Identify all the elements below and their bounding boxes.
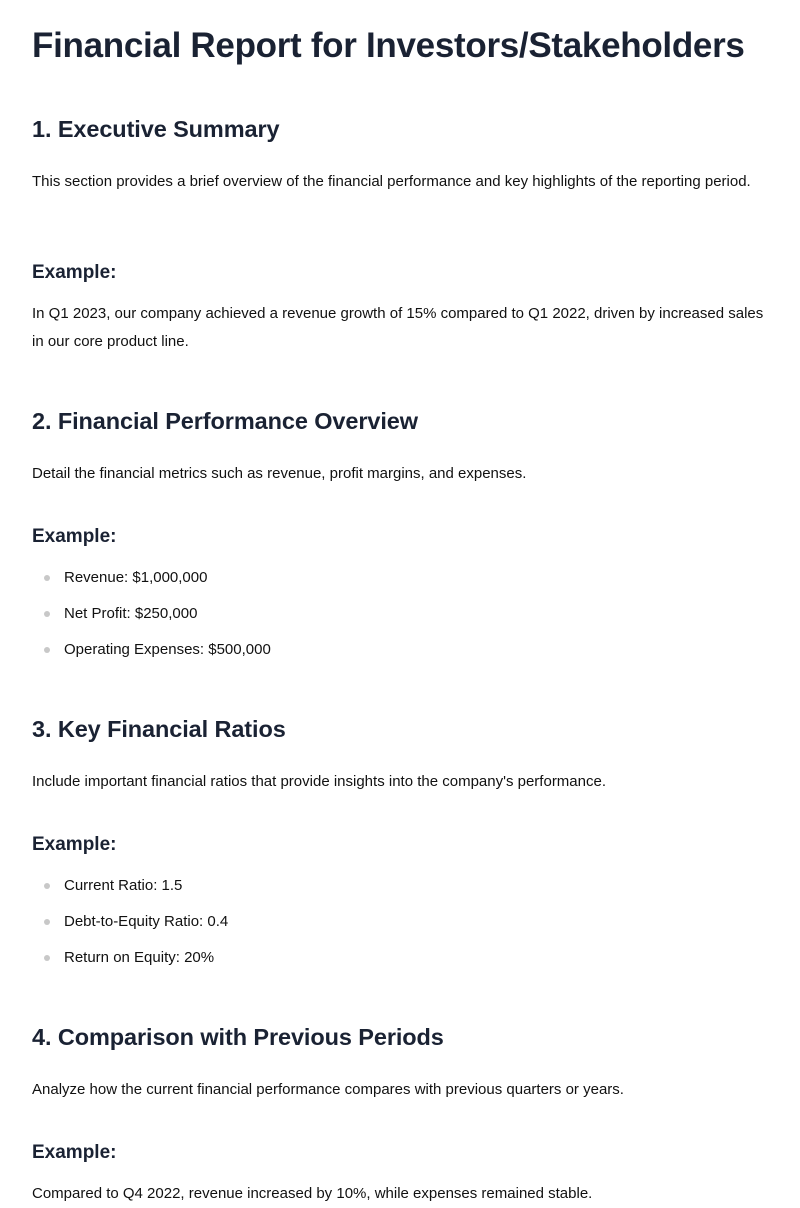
example-label: Example:: [32, 834, 117, 855]
example-text: Compared to Q4 2022, revenue increased by 10%, while expenses remained stable.: [32, 1185, 593, 1202]
example-label: Example:: [32, 526, 117, 547]
list-item: Revenue: $1,000,000: [32, 568, 768, 588]
section-description: Include important financial ratios that provide insights into the company's performance.: [32, 773, 606, 790]
list-item: Operating Expenses: $500,000: [32, 640, 768, 660]
section-description: Detail the financial metrics such as revenue, profit margins, and expenses.: [32, 465, 527, 482]
example-label: Example:: [32, 262, 117, 283]
list-item: Return on Equity: 20%: [32, 948, 768, 968]
example-list: [32, 876, 768, 984]
section-heading-key-ratios: 3. Key Financial Ratios: [32, 716, 286, 742]
section-description: This section provides a brief overview of the financial performance and key highlights of the reporting period.: [32, 173, 751, 190]
list-item: Current Ratio: 1.5: [32, 876, 768, 896]
section-heading-financial-performance: 2. Financial Performance Overview: [32, 408, 418, 434]
example-label: Example:: [32, 1142, 117, 1163]
page-title: Financial Report for Investors/Stakeholders: [32, 26, 745, 65]
section-heading-comparison: 4. Comparison with Previous Periods: [32, 1024, 444, 1050]
section-heading-executive-summary: 1. Executive Summary: [32, 116, 280, 142]
section-description: Analyze how the current financial performance compares with previous quarters or years.: [32, 1081, 624, 1098]
list-item: Net Profit: $250,000: [32, 604, 768, 624]
list-item: Debt-to-Equity Ratio: 0.4: [32, 912, 768, 932]
example-text: In Q1 2023, our company achieved a revenue growth of 15% compared to Q1 2022, driven by increased sales in our core product line.: [32, 305, 764, 350]
example-list: [32, 568, 768, 676]
